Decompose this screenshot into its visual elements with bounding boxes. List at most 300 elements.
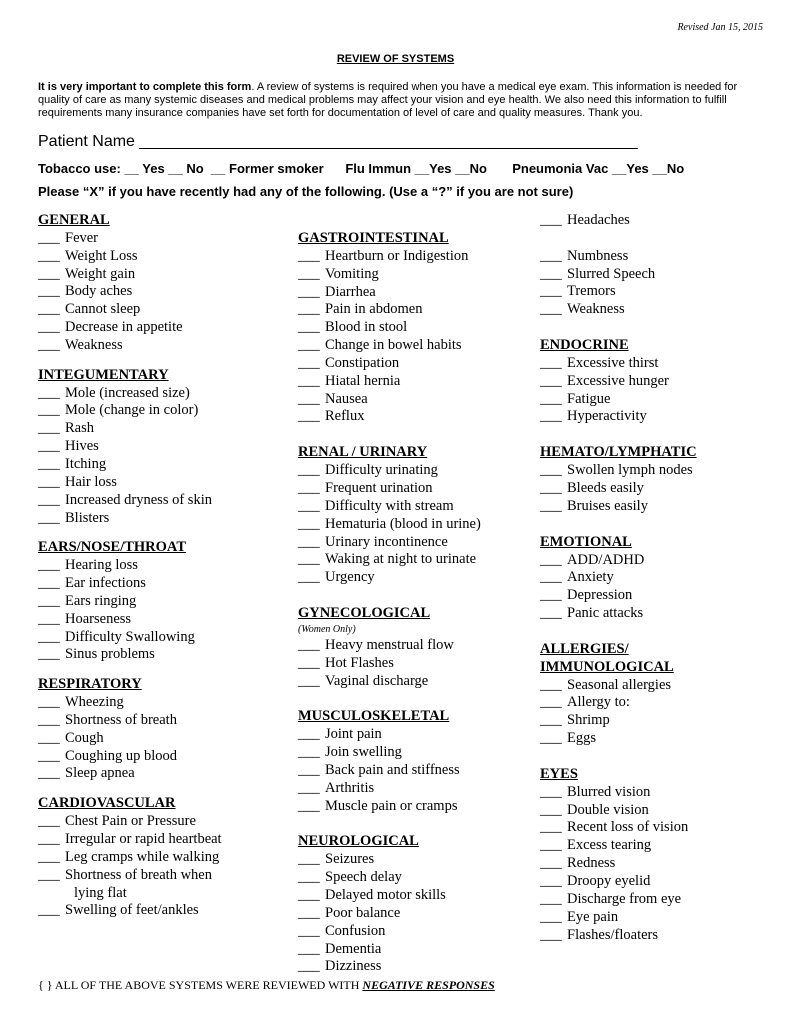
item-label: Dementia: [325, 940, 382, 957]
answer-blank[interactable]: ___: [38, 509, 60, 526]
item-label: Urinary incontinence: [325, 533, 448, 550]
item-label: Hyperactivity: [567, 408, 647, 425]
item-label: Hives: [65, 438, 99, 455]
answer-blank[interactable]: ___: [298, 497, 320, 514]
answer-blank[interactable]: ___: [540, 354, 562, 371]
answer-blank[interactable]: ___: [298, 672, 320, 689]
item-label: Poor balance: [325, 904, 401, 921]
answer-blank[interactable]: ___: [540, 908, 562, 925]
item-label: Itching: [65, 455, 107, 472]
checklist-item[interactable]: [38, 902, 222, 920]
section-heading: IMMUNOLOGICAL: [540, 658, 674, 675]
item-label: Constipation: [325, 354, 400, 371]
checklist-item[interactable]: [540, 730, 697, 748]
answer-blank[interactable]: ___: [38, 711, 60, 728]
checklist-item[interactable]: [38, 867, 222, 885]
answer-blank[interactable]: ___: [540, 372, 562, 389]
instructions: Please “X” if you have recently had any of the following. (Use a “?” if you are not sure): [38, 184, 574, 199]
answer-blank[interactable]: ___: [38, 491, 60, 508]
answer-blank[interactable]: ___: [540, 712, 562, 729]
checklist-item[interactable]: [540, 605, 697, 623]
item-label: Weight gain: [65, 265, 136, 282]
item-label: Frequent urination: [325, 479, 433, 496]
item-label: Excessive hunger: [567, 372, 669, 389]
checklist-item[interactable]: [540, 391, 697, 409]
answer-blank[interactable]: ___: [540, 265, 562, 282]
checklist-item[interactable]: [540, 462, 697, 480]
section-heading: CARDIOVASCULAR: [38, 795, 176, 812]
checklist-item[interactable]: [540, 498, 697, 516]
answer-blank[interactable]: ___: [298, 636, 320, 653]
item-label: Eggs: [567, 730, 596, 747]
answer-blank[interactable]: ___: [540, 837, 562, 854]
section-heading: EARS/NOSE/THROAT: [38, 539, 186, 556]
item-label: Diarrhea: [325, 283, 376, 300]
answer-blank[interactable]: ___: [298, 654, 320, 671]
item-label: Panic attacks: [567, 605, 644, 622]
section-heading: GYNECOLOGICAL: [298, 605, 431, 622]
checklist-item[interactable]: [38, 385, 222, 403]
item-label: Join swelling: [325, 744, 402, 761]
item-label: Mole (increased size): [65, 384, 190, 401]
footer-text: { } ALL OF THE ABOVE SYSTEMS WERE REVIEWED WITH: [38, 978, 363, 992]
column-3: [540, 212, 697, 944]
revised-date: Revised Jan 15, 2015: [677, 22, 763, 33]
section-integumentary: [38, 367, 222, 528]
section-heading: RENAL / URINARY: [298, 444, 428, 461]
tobacco-flu-pneumonia-line[interactable]: Tobacco use: __ Yes __ No __ Former smoker Flu Immun __Yes __No Pneumonia Vac __Yes __No: [38, 161, 685, 176]
intro-bold: It is very important to complete this form: [38, 81, 252, 93]
section-heading: HEMATO/LYMPHATIC: [540, 444, 697, 461]
item-label: Numbness: [567, 247, 629, 264]
answer-blank[interactable]: ___: [540, 676, 562, 693]
checklist-item[interactable]: [38, 765, 222, 783]
item-label: Fatigue: [567, 390, 611, 407]
checklist-item[interactable]: [540, 873, 697, 891]
checklist-item[interactable]: [38, 510, 222, 528]
answer-blank[interactable]: ___: [38, 384, 60, 401]
checklist-item[interactable]: [298, 851, 481, 869]
section-gastrointestinal: [298, 230, 481, 426]
checklist-item[interactable]: [38, 694, 222, 712]
item-label: Cough: [65, 729, 104, 746]
checklist-item[interactable]: [38, 849, 222, 867]
item-label: Blurred vision: [567, 783, 651, 800]
checklist-item[interactable]: [298, 637, 481, 655]
checklist-item[interactable]: [540, 212, 697, 230]
answer-blank[interactable]: ___: [298, 319, 320, 336]
item-label: Hoarseness: [65, 610, 132, 627]
checklist-item[interactable]: [38, 813, 222, 831]
checklist-item[interactable]: [298, 373, 481, 391]
answer-blank[interactable]: ___: [38, 694, 60, 711]
checklist-item[interactable]: [298, 905, 481, 923]
checklist-item[interactable]: [540, 408, 697, 426]
answer-blank[interactable]: ___: [38, 747, 60, 764]
checklist-item[interactable]: [38, 438, 222, 456]
section-heading: EYES: [540, 765, 578, 782]
answer-blank[interactable]: ___: [38, 628, 60, 645]
checklist-item[interactable]: [38, 456, 222, 474]
item-label: Chest Pain or Pressure: [65, 813, 196, 830]
section-endocrine: [540, 337, 697, 426]
item-label: Waking at night to urinate: [325, 551, 477, 568]
section-note: (Women Only): [298, 623, 356, 635]
item-label: Arthritis: [325, 779, 375, 796]
item-label: Discharge from eye: [567, 890, 682, 907]
checklist-item[interactable]: [298, 923, 481, 941]
checklist-item[interactable]: [540, 355, 697, 373]
checklist-item[interactable]: [298, 673, 481, 691]
answer-blank[interactable]: ___: [38, 319, 60, 336]
answer-blank[interactable]: ___: [38, 336, 60, 353]
answer-blank[interactable]: ___: [540, 819, 562, 836]
answer-blank[interactable]: ___: [540, 390, 562, 407]
answer-blank[interactable]: ___: [540, 783, 562, 800]
checklist-item[interactable]: [38, 301, 222, 319]
section-eyes: [540, 766, 697, 944]
section-heading: INTEGUMENTARY: [38, 366, 169, 383]
answer-blank[interactable]: ___: [38, 420, 60, 437]
answer-blank[interactable]: ___: [298, 265, 320, 282]
section-heading: EMOTIONAL: [540, 533, 632, 550]
item-label: Urgency: [325, 569, 375, 586]
checklist-item[interactable]: [298, 408, 481, 426]
answer-blank[interactable]: ___: [298, 533, 320, 550]
section-hemato-lymphatic: [540, 444, 697, 515]
item-label: Eye pain: [567, 908, 619, 925]
checklist-item[interactable]: [298, 551, 481, 569]
item-label: Ears ringing: [65, 592, 137, 609]
checklist-item[interactable]: [298, 337, 481, 355]
answer-blank[interactable]: ___: [38, 229, 60, 246]
checklist-item[interactable]: [540, 784, 697, 802]
answer-blank[interactable]: ___: [540, 462, 562, 479]
checklist-item[interactable]: [298, 266, 481, 284]
checklist-item[interactable]: [298, 534, 481, 552]
item-label: Swelling of feet/ankles: [65, 902, 199, 919]
checklist-item[interactable]: [540, 927, 697, 945]
checklist-item[interactable]: [298, 798, 481, 816]
answer-blank[interactable]: ___: [38, 592, 60, 609]
item-label: Hot Flashes: [325, 654, 394, 671]
answer-blank[interactable]: ___: [298, 887, 320, 903]
item-label: Sleep apnea: [65, 765, 135, 782]
checklist-item[interactable]: [38, 283, 222, 301]
section-heading: MUSCULOSKELETAL: [298, 708, 450, 725]
item-label: Heavy menstrual flow: [325, 636, 454, 653]
answer-blank[interactable]: ___: [540, 587, 562, 604]
item-label: Speech delay: [325, 869, 402, 886]
section-emotional: [540, 534, 697, 623]
item-label: Pain in abdomen: [325, 301, 423, 318]
answer-blank[interactable]: ___: [38, 455, 60, 472]
checklist-item[interactable]: [540, 569, 697, 587]
checklist-item[interactable]: [298, 569, 481, 587]
item-label: Heartburn or Indigestion: [325, 247, 469, 264]
answer-blank[interactable]: ___: [540, 301, 562, 318]
item-label: Blisters: [65, 509, 110, 526]
item-label: Allergy to:: [567, 694, 630, 711]
answer-blank[interactable]: ___: [38, 473, 60, 490]
checklist-item[interactable]: [298, 869, 481, 887]
checklist-item[interactable]: [540, 480, 697, 498]
item-label: Double vision: [567, 801, 649, 818]
answer-blank[interactable]: ___: [38, 848, 60, 865]
item-label: Anxiety: [567, 569, 614, 586]
checklist-item[interactable]: [298, 248, 481, 266]
checklist-item[interactable]: [540, 677, 697, 695]
answer-blank[interactable]: ___: [298, 515, 320, 532]
answer-blank[interactable]: ___: [298, 726, 320, 743]
checklist-item[interactable]: [298, 941, 481, 959]
answer-blank[interactable]: ___: [298, 408, 320, 425]
answer-blank[interactable]: ___: [298, 247, 320, 264]
item-label: Increased dryness of skin: [65, 491, 212, 508]
answer-blank[interactable]: ___: [298, 904, 320, 921]
answer-blank[interactable]: ___: [298, 283, 320, 300]
answer-blank[interactable]: ___: [298, 797, 320, 814]
checklist-item[interactable]: [38, 402, 222, 420]
item-label: Weight Loss: [65, 247, 138, 264]
item-label: Bleeds easily: [567, 479, 644, 496]
checklist-item[interactable]: [298, 887, 481, 905]
item-label: Slurred Speech: [567, 265, 656, 282]
item-label: Sinus problems: [65, 646, 155, 663]
answer-blank[interactable]: ___: [38, 729, 60, 746]
section-heading: GASTROINTESTINAL: [298, 230, 449, 246]
checklist-item[interactable]: [298, 655, 481, 673]
section-general: [38, 212, 222, 355]
checklist-item[interactable]: [298, 958, 481, 976]
checklist-item[interactable]: [38, 557, 222, 575]
checklist-item[interactable]: [298, 498, 481, 516]
checklist-item[interactable]: [38, 492, 222, 510]
item-label: Bruises easily: [567, 497, 648, 514]
answer-blank[interactable]: ___: [298, 958, 320, 975]
item-label: Nausea: [325, 390, 368, 407]
checklist-item[interactable]: [540, 248, 697, 266]
answer-blank[interactable]: ___: [540, 551, 562, 568]
item-label: Joint pain: [325, 726, 382, 743]
checklist-item[interactable]: [38, 712, 222, 730]
item-label: Excessive thirst: [567, 354, 659, 371]
patient-name-field[interactable]: Patient Name ________________________________________________________: [38, 133, 638, 150]
item-label: Hematuria (blood in urine): [325, 515, 481, 532]
section-ears-nose-throat: [38, 539, 222, 664]
checklist-item[interactable]: [540, 802, 697, 820]
checklist-item[interactable]: [540, 694, 697, 712]
answer-blank[interactable]: ___: [38, 247, 60, 264]
checklist-item[interactable]: [540, 301, 697, 319]
item-label: Vomiting: [325, 265, 379, 282]
checklist-item[interactable]: [38, 575, 222, 593]
section-gynecological: [298, 605, 481, 690]
item-label: Dizziness: [325, 958, 382, 975]
answer-blank[interactable]: ___: [540, 873, 562, 889]
checklist-item[interactable]: [298, 284, 481, 302]
checklist-item[interactable]: [540, 855, 697, 873]
answer-blank[interactable]: ___: [298, 779, 320, 796]
column-2: [298, 230, 481, 976]
answer-blank[interactable]: ___: [38, 438, 60, 455]
answer-blank[interactable]: ___: [540, 479, 562, 496]
item-label: Shortness of breath when: [65, 866, 212, 883]
section-cardiovascular: [38, 795, 222, 920]
checklist-item[interactable]: [298, 726, 481, 744]
checklist-item[interactable]: [38, 730, 222, 748]
section-renal-urinary: [298, 444, 481, 587]
intro-text: . A review of systems is required when you have a medical eye exam. This information is needed for quality of care as many systemic diseases and medical problems may affect your vision and eye health. We also need this information to fulfill requirements many insurance companies have set forth for documentation of level of care and quality measures. Thank you.: [38, 81, 738, 120]
answer-blank[interactable]: ___: [540, 408, 562, 425]
section-respiratory: [38, 676, 222, 783]
item-label: Change in bowel habits: [325, 337, 462, 354]
checklist-item[interactable]: [38, 319, 222, 337]
item-label: Seasonal allergies: [567, 676, 672, 693]
checklist-item[interactable]: [540, 552, 697, 570]
checklist-item[interactable]: [38, 266, 222, 284]
item-label: Vaginal discharge: [325, 672, 429, 689]
answer-blank[interactable]: ___: [38, 866, 60, 883]
item-label: Difficulty with stream: [325, 497, 454, 514]
column-1: [38, 212, 222, 920]
answer-blank[interactable]: ___: [38, 765, 60, 782]
answer-blank[interactable]: ___: [298, 354, 320, 371]
item-label: Shortness of breath: [65, 711, 177, 728]
answer-blank[interactable]: ___: [298, 390, 320, 407]
answer-blank[interactable]: ___: [298, 301, 320, 318]
item-label: Tremors: [567, 283, 616, 300]
answer-blank[interactable]: ___: [298, 372, 320, 389]
answer-blank[interactable]: ___: [540, 801, 562, 818]
answer-blank[interactable]: ___: [38, 813, 60, 830]
answer-blank[interactable]: ___: [38, 402, 60, 419]
answer-blank[interactable]: ___: [298, 940, 320, 957]
answer-blank[interactable]: ___: [540, 730, 562, 747]
checklist-item[interactable]: [298, 391, 481, 409]
section-continued: [540, 212, 697, 319]
answer-blank[interactable]: ___: [540, 497, 562, 514]
answer-blank[interactable]: ___: [298, 569, 320, 586]
answer-blank[interactable]: ___: [540, 855, 562, 872]
item-label: Confusion: [325, 922, 386, 939]
answer-blank[interactable]: ___: [540, 569, 562, 586]
negative-responses-statement[interactable]: [38, 978, 495, 993]
item-label: Body aches: [65, 283, 133, 300]
checklist-item[interactable]: [38, 337, 222, 355]
item-label: Irregular or rapid heartbeat: [65, 831, 222, 847]
checklist-item[interactable]: [38, 230, 222, 248]
checklist-item[interactable]: [38, 629, 222, 647]
item-label: Decrease in appetite: [65, 319, 183, 336]
item-label: Recent loss of vision: [567, 819, 689, 836]
answer-blank[interactable]: ___: [540, 926, 562, 943]
checklist-item[interactable]: [298, 480, 481, 498]
checklist-item[interactable]: [298, 355, 481, 373]
item-label: Hearing loss: [65, 557, 138, 574]
checklist-item[interactable]: [540, 587, 697, 605]
answer-blank[interactable]: ___: [38, 283, 60, 300]
answer-blank[interactable]: ___: [38, 557, 60, 574]
checklist-item[interactable]: [540, 837, 697, 855]
checklist-item[interactable]: [298, 780, 481, 798]
item-label: Droopy eyelid: [567, 873, 651, 889]
answer-blank[interactable]: ___: [298, 337, 320, 354]
checklist-item[interactable]: [540, 266, 697, 284]
answer-blank[interactable]: ___: [38, 831, 60, 847]
answer-blank[interactable]: ___: [298, 851, 320, 868]
checklist-item[interactable]: [540, 909, 697, 927]
answer-blank[interactable]: ___: [38, 301, 60, 318]
answer-blank[interactable]: ___: [298, 744, 320, 761]
checklist-item[interactable]: [540, 891, 697, 909]
item-label: Blood in stool: [325, 319, 408, 336]
item-label: Difficulty urinating: [325, 462, 438, 479]
item-label: Ear infections: [65, 575, 146, 592]
checklist-item[interactable]: [298, 744, 481, 762]
item-label: Coughing up blood: [65, 747, 177, 764]
checklist-item[interactable]: [38, 248, 222, 266]
item-label: Cannot sleep: [65, 301, 141, 318]
checklist-item[interactable]: [298, 462, 481, 480]
checklist-item[interactable]: [38, 474, 222, 492]
answer-blank[interactable]: ___: [38, 575, 60, 592]
item-label: ADD/ADHD: [567, 551, 645, 568]
answer-blank[interactable]: ___: [38, 265, 60, 282]
item-label: Weakness: [567, 301, 625, 318]
section-allergies-immunological: [540, 641, 697, 748]
checklist-item[interactable]: [298, 762, 481, 780]
answer-blank[interactable]: ___: [38, 646, 60, 663]
answer-blank[interactable]: ___: [298, 761, 320, 778]
checklist-item[interactable]: [540, 819, 697, 837]
item-label: Headaches: [567, 212, 630, 228]
answer-blank[interactable]: ___: [540, 283, 562, 300]
item-label: Shrimp: [567, 712, 610, 729]
checklist-item[interactable]: [38, 748, 222, 766]
checklist-item[interactable]: [298, 319, 481, 337]
answer-blank[interactable]: ___: [540, 605, 562, 622]
answer-blank[interactable]: ___: [540, 694, 562, 711]
answer-blank[interactable]: ___: [38, 902, 60, 919]
answer-blank[interactable]: ___: [298, 479, 320, 496]
checklist-item[interactable]: [38, 593, 222, 611]
answer-blank[interactable]: ___: [540, 890, 562, 907]
answer-blank[interactable]: ___: [540, 247, 562, 264]
checklist-item[interactable]: [298, 516, 481, 534]
checklist-item[interactable]: [38, 831, 222, 849]
answer-blank[interactable]: ___: [38, 610, 60, 627]
checklist-item[interactable]: [298, 301, 481, 319]
spacer: [540, 230, 697, 248]
checklist-item[interactable]: [540, 373, 697, 391]
checklist-item[interactable]: [540, 283, 697, 301]
checklist-item[interactable]: [38, 420, 222, 438]
answer-blank[interactable]: ___: [298, 551, 320, 568]
section-neurological: [298, 833, 481, 976]
answer-blank[interactable]: ___: [298, 869, 320, 886]
checklist-item[interactable]: [540, 712, 697, 730]
answer-blank[interactable]: ___: [298, 922, 320, 939]
item-label: Excess tearing: [567, 837, 652, 854]
checklist-item[interactable]: [38, 646, 222, 664]
item-label: Depression: [567, 587, 633, 604]
item-label: Back pain and stiffness: [325, 761, 460, 778]
intro-paragraph: [38, 81, 760, 121]
answer-blank[interactable]: ___: [298, 462, 320, 479]
checklist-item[interactable]: [38, 611, 222, 629]
answer-blank[interactable]: ___: [540, 212, 562, 228]
